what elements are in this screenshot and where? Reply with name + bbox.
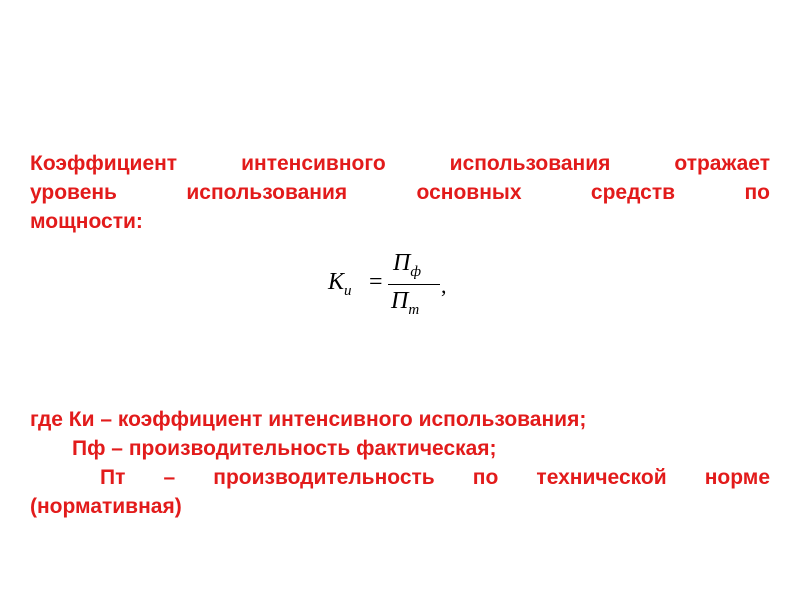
intro-line-1	[30, 149, 770, 178]
intro-word: интенсивного	[241, 152, 386, 175]
formula-den-subscript: т	[408, 302, 420, 318]
intro-word: Коэффициент	[30, 152, 178, 175]
intro-word: использования	[186, 181, 348, 204]
intro-line-3	[30, 207, 770, 236]
formula-numerator	[393, 250, 421, 281]
formula-num-symbol: П	[393, 250, 411, 276]
formula-lhs-subscript: и	[344, 283, 352, 299]
definition-pt	[30, 463, 770, 492]
definitions-block	[30, 405, 770, 521]
definition-pt-word: норме	[704, 466, 770, 489]
formula-equals: =	[369, 269, 383, 295]
definition-pt-word: технической	[536, 466, 667, 489]
intro-word: основных	[416, 181, 522, 204]
definition-ki: где Ки – коэффициент интенсивного использования;	[30, 408, 587, 431]
formula-lhs-symbol: K	[328, 269, 345, 295]
formula-lhs	[328, 269, 352, 300]
intro-word: использования	[449, 152, 611, 175]
formula-num-subscript: ф	[410, 264, 421, 280]
intro-word: мощности:	[30, 210, 143, 233]
formula-comma: ,	[441, 273, 447, 298]
definition-pt-continuation: (нормативная)	[30, 495, 182, 518]
intro-paragraph	[30, 149, 770, 236]
intro-line-2	[30, 178, 770, 207]
intro-word: отражает	[674, 152, 770, 175]
formula-fraction-bar	[388, 284, 440, 285]
definition-pt-word: производительность	[213, 466, 435, 489]
intro-word: средств	[590, 181, 676, 204]
definition-pf: Пф – производительность фактическая;	[72, 437, 497, 460]
intro-word: по	[744, 181, 770, 204]
definition-pt-word: Пт	[100, 466, 126, 489]
formula-denominator	[391, 288, 419, 319]
coefficient-formula	[328, 250, 458, 338]
slide-left-strip	[0, 0, 18, 600]
intro-word: уровень	[30, 181, 117, 204]
definition-pt-word: –	[163, 466, 176, 489]
formula-den-symbol: П	[391, 288, 409, 314]
definition-pt-word: по	[472, 466, 499, 489]
